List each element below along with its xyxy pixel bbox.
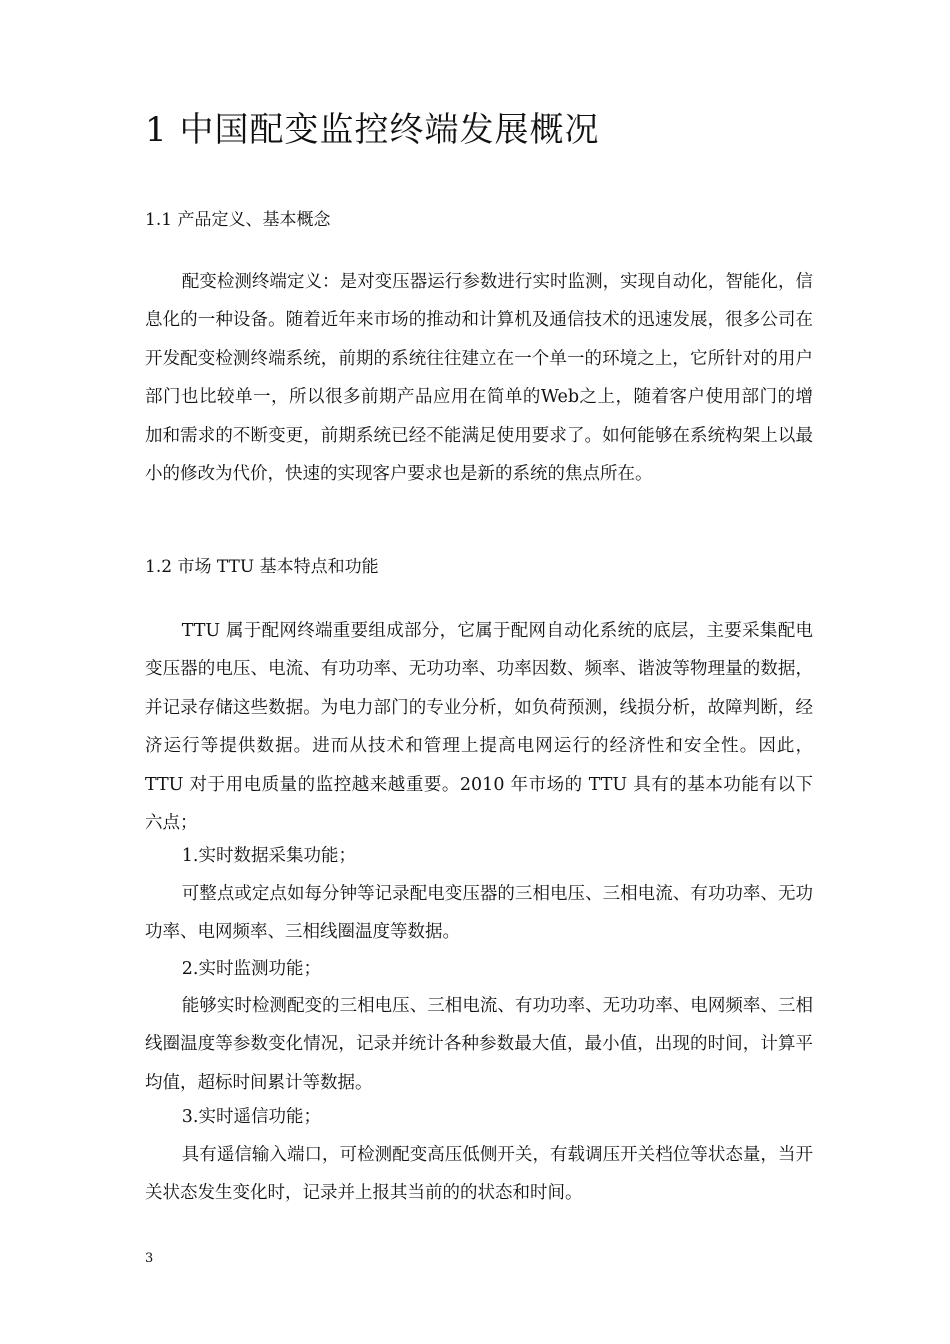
paragraph-monitoring-detail: 能够实时检测配变的三相电压、三相电流、有功功率、无功功率、电网频率、三相线圈温度等参数变化情况，记录并统计各种参数最大值，最小值，出现的时间，计算平均值，超标时间累计等数据。 [145, 996, 813, 1093]
paragraph-telesignal-detail: 具有遥信输入端口，可检测配变高压低侧开关，有载调压开关档位等状态量，当开关状态发生变化时，记录并上报其当前的的状态和时间。 [145, 1145, 813, 1204]
paragraph-definition: 配变检测终端定义：是对变压器运行参数进行实时监测，实现自动化，智能化，信息化的一种设备。随着近年来市场的推动和计算机及通信技术的迅速发展，很多公司在开发配变检测终端系统，前期的系统往往建立在一个单一的环境之上，它所针对的用户部门也比较单一，所以很多前期产品应用在简单的Web之上，随着客户使用部门的增加和需求的不断变更，前期系统已经不能满足使用要求了。如何能够在系统构架上以最小的修改为代价，快速的实现客户要求也是新的系统的焦点所在。 [145, 272, 813, 485]
list-item-realtime-telesignal: 3.实时遥信功能； [181, 1107, 321, 1127]
section-heading-1-2: 1.2 市场 TTU 基本特点和功能 [145, 557, 379, 577]
page-number: 3 [145, 1251, 154, 1266]
chapter-title: 1 中国配变监控终端发展概况 [145, 110, 600, 150]
paragraph-data-collection-detail: 可整点或定点如每分钟等记录配电变压器的三相电压、三相电流、有功功率、无功功率、电网频率、三相线圈温度等数据。 [145, 884, 813, 943]
paragraph-ttu-overview: TTU 属于配网终端重要组成部分，它属于配网自动化系统的底层，主要采集配电变压器的电压、电流、有功功率、无功功率、功率因数、频率、谐波等物理量的数据，并记录存储这些数据。为电力部门的专业分析，如负荷预测，线损分析，故障判断，经济运行等提供数据。进而从技术和管理上提高电网运行的经济性和安全性。因此，TTU 对于用电质量的监控越来越重要。2010 年市场的 TTU 具有的基本功能有以下六点； [145, 621, 813, 834]
section-heading-1-1: 1.1 产品定义、基本概念 [145, 210, 331, 230]
list-item-realtime-monitoring: 2.实时监测功能； [181, 959, 321, 979]
list-item-realtime-data-collection: 1.实时数据采集功能； [181, 846, 356, 866]
